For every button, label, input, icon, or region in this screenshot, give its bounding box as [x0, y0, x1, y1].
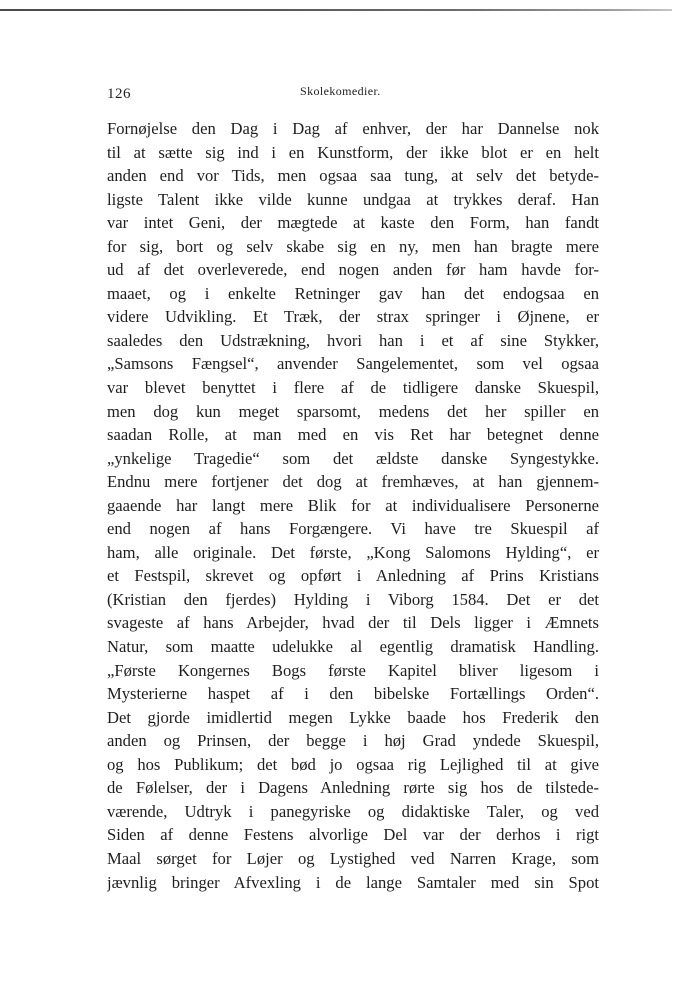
text-line: gaaende har langt mere Blik for at individualisere Personerne — [107, 495, 599, 515]
text-line: til at sætte sig ind i en Kunstform, der ikke blot er en helt — [107, 142, 599, 162]
text-line: et Festspil, skrevet og opført i Anledning af Prins Kristians — [107, 566, 599, 586]
text-line: anden og Prinsen, der begge i høj Grad yndede Skuespil, — [107, 731, 599, 751]
text-line: maaet, og i enkelte Retninger gav han det endogsaa en — [107, 283, 599, 303]
text-line: Natur, som maatte udelukke al egentlig dramatisk Handling. — [107, 637, 599, 657]
text-line: for sig, bort og selv skabe sig en ny, men han bragte mere — [107, 236, 599, 256]
running-head: Skolekomedier. — [300, 84, 381, 98]
text-line: men dog kun meget sparsomt, medens det her spiller en — [107, 401, 599, 421]
text-line: ligste Talent ikke vilde kunne undgaa at trykkes deraf. Han — [107, 189, 599, 209]
text-line: Mysterierne haspet af i den bibelske Fortællings Orden“. — [107, 684, 599, 704]
top-rule — [0, 9, 672, 11]
text-line: og hos Publikum; det bød jo ogsaa rig Lejlighed til at give — [107, 754, 599, 774]
text-line: videre Udvikling. Et Træk, der strax springer i Øjnene, er — [107, 307, 599, 327]
text-line: Det gjorde imidlertid megen Lykke baade hos Frederik den — [107, 707, 599, 727]
text-line: „Samsons Fængsel“, anvender Sangelementet, som vel ogsaa — [107, 354, 599, 374]
text-line: anden end vor Tids, men ogsaa saa tung, at selv det betyde- — [107, 166, 599, 186]
page-number: 126 — [107, 86, 131, 102]
body-text — [107, 117, 599, 894]
text-line: Siden af denne Festens alvorlige Del var der derhos i rigt — [107, 825, 599, 845]
text-line: Endnu mere fortjener det dog at fremhæves, at han gjennem- — [107, 472, 599, 492]
text-line: saaledes den Udstrækning, hvori han i et af sine Stykker, — [107, 330, 599, 350]
text-line: Fornøjelse den Dag i Dag af enhver, der har Dannelse nok — [107, 119, 599, 138]
text-line: ham, alle originale. Det første, „Kong Salomons Hylding“, er — [107, 542, 599, 562]
text-line: var blevet benyttet i flere af de tidligere danske Skuespil, — [107, 378, 599, 398]
text-line: „Første Kongernes Bogs første Kapitel bliver ligesom i — [107, 660, 599, 680]
text-line: „ynkelige Tragedie“ som det ældste danske Syngestykke. — [107, 448, 599, 468]
text-line: saadan Rolle, at man med en vis Ret har betegnet denne — [107, 425, 599, 445]
text-line: svageste af hans Arbejder, hvad der til Dels ligger i Æmnets — [107, 613, 599, 633]
text-line: var intet Geni, der mægtede at kaste den Form, han fandt — [107, 213, 599, 233]
text-line: Maal sørget for Løjer og Lystighed ved Narren Krage, som — [107, 848, 599, 868]
text-line: værende, Udtryk i panegyriske og didaktiske Taler, og ved — [107, 801, 599, 821]
text-line: jævnlig bringer Afvexling i de lange Samtaler med sin Spot — [107, 872, 599, 892]
text-line: end nogen af hans Forgængere. Vi have tre Skuespil af — [107, 519, 599, 539]
text-line: de Følelser, der i Dagens Anledning rørte sig hos de tilstede- — [107, 778, 599, 798]
text-line: (Kristian den fjerdes) Hylding i Viborg 1584. Det er det — [107, 589, 599, 609]
text-line: ud af det overleverede, end nogen anden før ham havde for- — [107, 260, 599, 280]
